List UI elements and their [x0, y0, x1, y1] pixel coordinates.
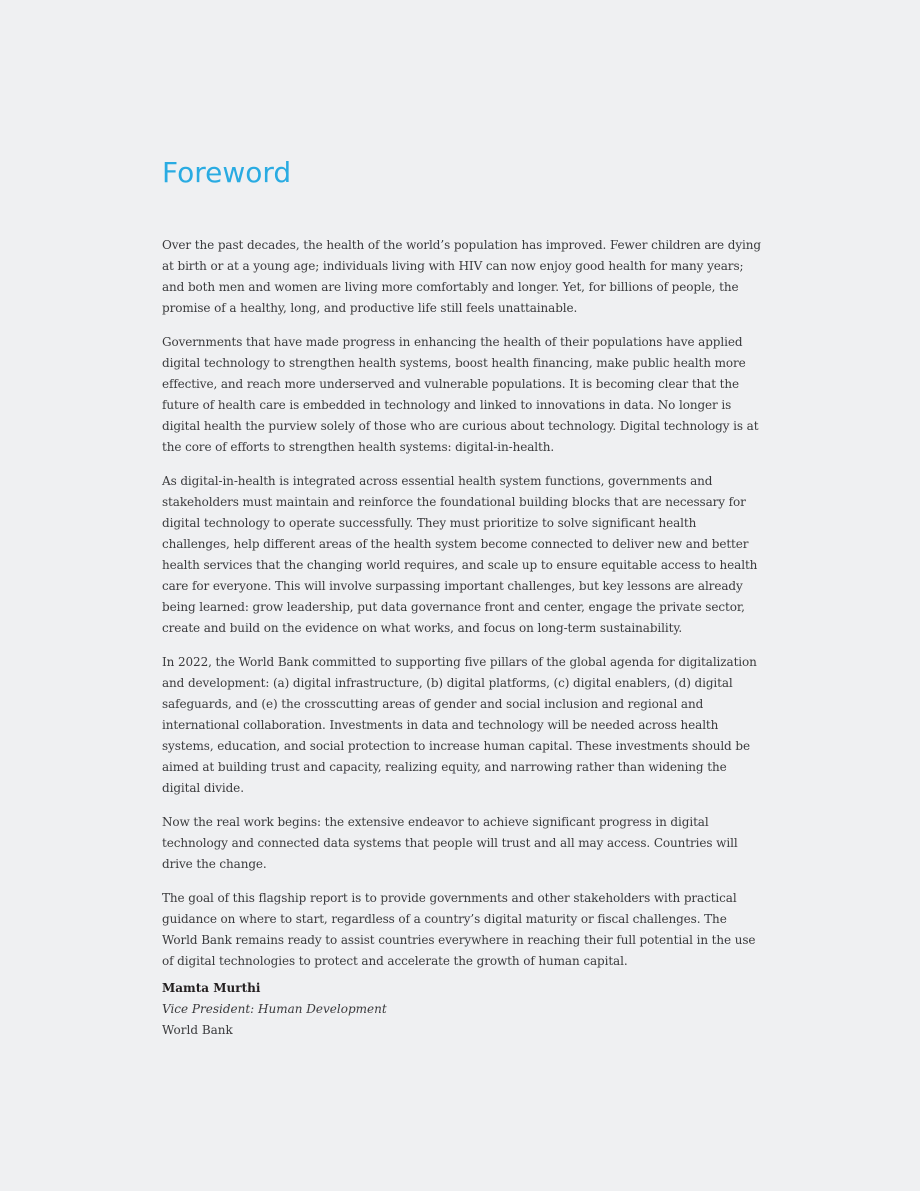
signature-block [162, 978, 387, 1041]
paragraph: Now the real work begins: the extensive endeavor to achieve significant progress in digital technology and connected data systems that people will trust and all may access. Countries will drive the change. [162, 815, 738, 871]
paragraph: Governments that have made progress in enhancing the health of their populations have applied digital technology to strengthen health systems, boost health financing, make public health more effective, and reach more underserved and vulnerable populations. It is becoming clear that the future of health care is embedded in technology and linked to innovations in data. No longer is digital health the purview solely of those who are curious about technology. Digital technology is at the core of efforts to strengthen health systems: digital-in-health. [162, 335, 759, 454]
paragraph: As digital-in-health is integrated across essential health system functions, governments and stakeholders must maintain and reinforce the foundational building blocks that are necessary for digital technology to operate successfully. They must prioritize to solve significant health challenges, help different areas of the health system become connected to deliver new and better health services that the changing world requires, and scale up to ensure equitable access to health care for everyone. This will involve surpassing important challenges, but key lessons are already being learned: grow leadership, put data governance front and center, engage the private sector, create and build on the evidence on what works, and focus on long-term sustainability. [162, 474, 758, 635]
signatory-name: Mamta Murthi [162, 981, 261, 995]
signatory-role: Vice President: Human Development [162, 1002, 387, 1016]
paragraph: The goal of this flagship report is to provide governments and other stakeholders with practical guidance on where to start, regardless of a country’s digital maturity or fiscal challenges. The World Bank remains ready to assist countries everywhere in reaching their full potential in the use of digital technologies to protect and accelerate the growth of human capital. [162, 891, 756, 968]
page-title: Foreword [162, 156, 292, 189]
signatory-organization: World Bank [162, 1023, 233, 1037]
paragraph: In 2022, the World Bank committed to supporting five pillars of the global agenda for digitalization and development: (a) digital infrastructure, (b) digital platforms, (c) digital enablers, (d) digital safeguards, and (e) the crosscutting areas of gender and social inclusion and regional and international collaboration. Investments in data and technology will be needed across health systems, education, and social protection to increase human capital. These investments should be aimed at building trust and capacity, realizing equity, and narrowing rather than widening the digital divide. [162, 655, 757, 795]
foreword-body [162, 235, 762, 985]
paragraph: Over the past decades, the health of the world’s population has improved. Fewer children are dying at birth or at a young age; individuals living with HIV can now enjoy good health for many years; and both men and women are living more comfortably and longer. Yet, for billions of people, the promise of a healthy, long, and productive life still feels unattainable. [162, 238, 761, 315]
